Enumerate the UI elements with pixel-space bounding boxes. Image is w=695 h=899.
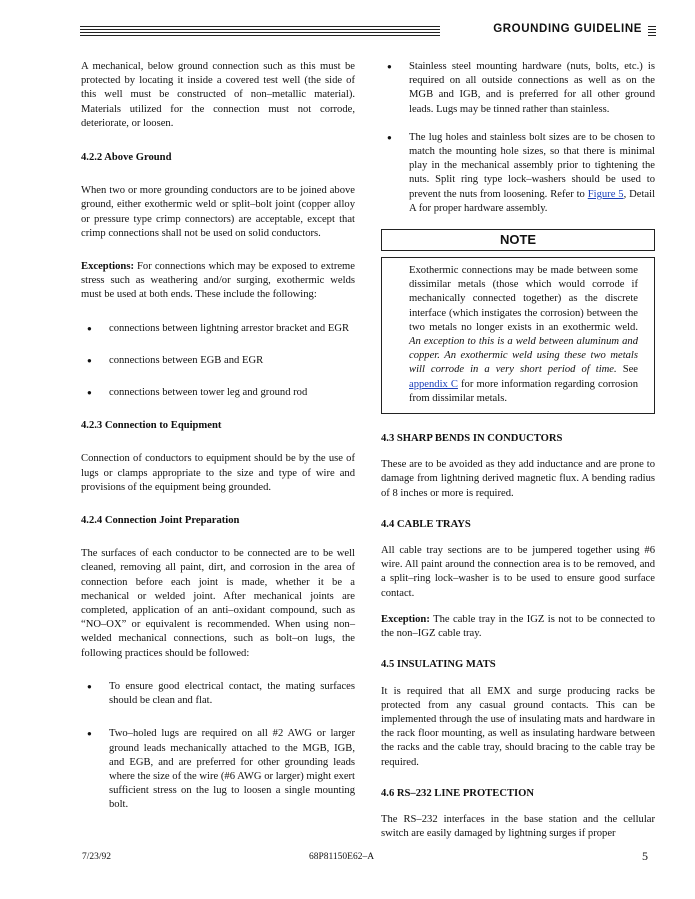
- note-body: [381, 257, 655, 414]
- section-4-3-paragraph: These are to be avoided as they add inductance and are prone to damage from lightning derived magnetic flux. A bending radius of 8 inches or more is required.: [381, 459, 655, 499]
- section-4-4-heading: 4.4 CABLE TRAYS: [381, 518, 471, 530]
- header-title: GROUNDING GUIDELINE: [493, 23, 642, 35]
- list-item: ● Stainless steel mounting hardware (nuts, bolts, etc.) is required on all outside connections as well as on the MGB and IGB, and is preferred for all other ground leads. Lugs may be tinned rather than stainless.: [381, 60, 655, 117]
- section-4-3-heading: 4.3 SHARP BENDS IN CONDUCTORS: [381, 433, 563, 445]
- list-item: ● connections between tower leg and ground rod: [81, 386, 355, 400]
- section-4-2-2-paragraph: When two or more grounding conductors are to be joined above ground, either exothermic weld or split–bolt joint (copper alloy or pressure type crimp connectors) are acceptable, except that crimp connections shall not be used on solid conductors.: [81, 185, 355, 239]
- section-4-6-heading: 4.6 RS–232 LINE PROTECTION: [381, 787, 535, 799]
- note-box: [381, 229, 655, 414]
- header-rule-lines: [80, 26, 440, 37]
- right-column: [381, 60, 655, 841]
- section-4-4-paragraph: All cable tray sections are to be jumpered together using #6 wire. All paint around the connection area is to be removed, and a split–ring lock–washer is to be used to ensure good surface contact.: [381, 545, 655, 599]
- appendix-c-link[interactable]: appendix C: [409, 378, 458, 390]
- page-header: [80, 22, 656, 42]
- footer-doc-number: 68P81150E62–A: [309, 852, 375, 862]
- section-4-2-4-heading: 4.2.4 Connection Joint Preparation: [81, 515, 240, 527]
- section-4-4-exception: [381, 613, 655, 641]
- list-item-text: The lug holes and stainless bolt sizes are to be chosen to match the mounting hole sizes, so that there is minimal play in the mechanical assembly prior to tightening the nuts. Split ring type lock–washers should be used to prevent the nuts from loosening. Refer to: [409, 131, 655, 200]
- left-column: [81, 60, 355, 813]
- list-item-text: , Detail A for proper hardware assembly.: [409, 188, 656, 214]
- section-4-2-3-paragraph: Connection of conductors to equipment should be by the use of lugs or clamps appropriate to the size and type of wire and provisions of the equipment being grounded.: [81, 453, 355, 493]
- header-rule-lines-right: [648, 26, 656, 37]
- note-text: for more information regarding corrosion from dissimilar metals.: [409, 378, 639, 404]
- intro-paragraph: A mechanical, below ground connection such as this must be protected by locating it inside a covered test well (the side of this well must be constructed of non–metallic material). Materials utilized for the connection must not corrode, deteriorate, or loosen.: [81, 61, 355, 129]
- page-number: 5: [642, 849, 648, 863]
- list-item: ● connections between lightning arrestor bracket and EGR: [81, 322, 355, 336]
- section-4-6-paragraph: The RS–232 interfaces in the base station and the cellular switch are easily damaged by lightning surges if proper: [381, 813, 655, 840]
- figure-5-link[interactable]: Figure 5: [587, 188, 624, 200]
- list-item: ● connections between EGB and EGR: [81, 354, 355, 368]
- exception-label: Exception:: [381, 613, 430, 625]
- note-text: Exothermic connections may be made between some dissimilar metals (those which would corrode if mechanically connected together) as the discrete interface (which instigates the corrosion) between the two metals no longer exists in an exothermic weld.: [409, 265, 638, 333]
- note-italic-text: An exception to this is a weld between aluminum and copper. An exothermic weld using these two metals will corrode in a very short period of time.: [409, 336, 638, 376]
- exception-text: The cable tray in the IGZ is not to be connected to the non–IGZ cable tray.: [381, 613, 655, 640]
- section-4-2-2-heading: 4.2.2 Above Ground: [81, 152, 172, 164]
- section-4-5-heading: 4.5 INSULATING MATS: [381, 659, 496, 671]
- exceptions-paragraph: [81, 260, 355, 303]
- list-item: ● To ensure good electrical contact, the mating surfaces should be clean and flat.: [81, 680, 355, 708]
- section-4-5-paragraph: It is required that all EMX and surge producing racks be protected from any casual ground contacts. This can be implemented through the use of insulating mats and hardware in the rack floor mounting, as well as insulating hardware between the racks and the cable tray, should bracing to the cable tray be required.: [381, 685, 655, 768]
- footer-date: 7/23/92: [82, 852, 112, 862]
- note-title: NOTE: [381, 229, 655, 251]
- section-4-2-3-heading: 4.2.3 Connection to Equipment: [81, 420, 222, 432]
- list-item: ● Two–holed lugs are required on all #2 AWG or larger ground leads mechanically attached to the MGB, IGB, and EGB, and are preferred for other grounding leads where the size of the wire (#6 AWG or larger) might exert sufficient stress on the lug to loosen a single mounting bolt.: [81, 727, 355, 812]
- exceptions-text: For connections which may be exposed to extreme stress such as weathering and/or surging, exothermic welds must be used at both ends. These include the following:: [81, 261, 355, 301]
- section-4-2-4-paragraph: The surfaces of each conductor to be connected are to be well cleaned, removing all paint, dirt, and corrosion in the area of connection before each joint is made, whether it be a mechanical or welded joint. After mechanical joints are completed, application of an anti–oxidant compound, such as “NO–OX” or equivalent is recommended. When using non–welded mechanical connections, such as bolt–on lugs, the following practices should be followed:: [81, 548, 355, 659]
- note-text: See: [616, 364, 638, 376]
- exceptions-label: Exceptions:: [81, 261, 134, 273]
- list-item: [381, 131, 655, 216]
